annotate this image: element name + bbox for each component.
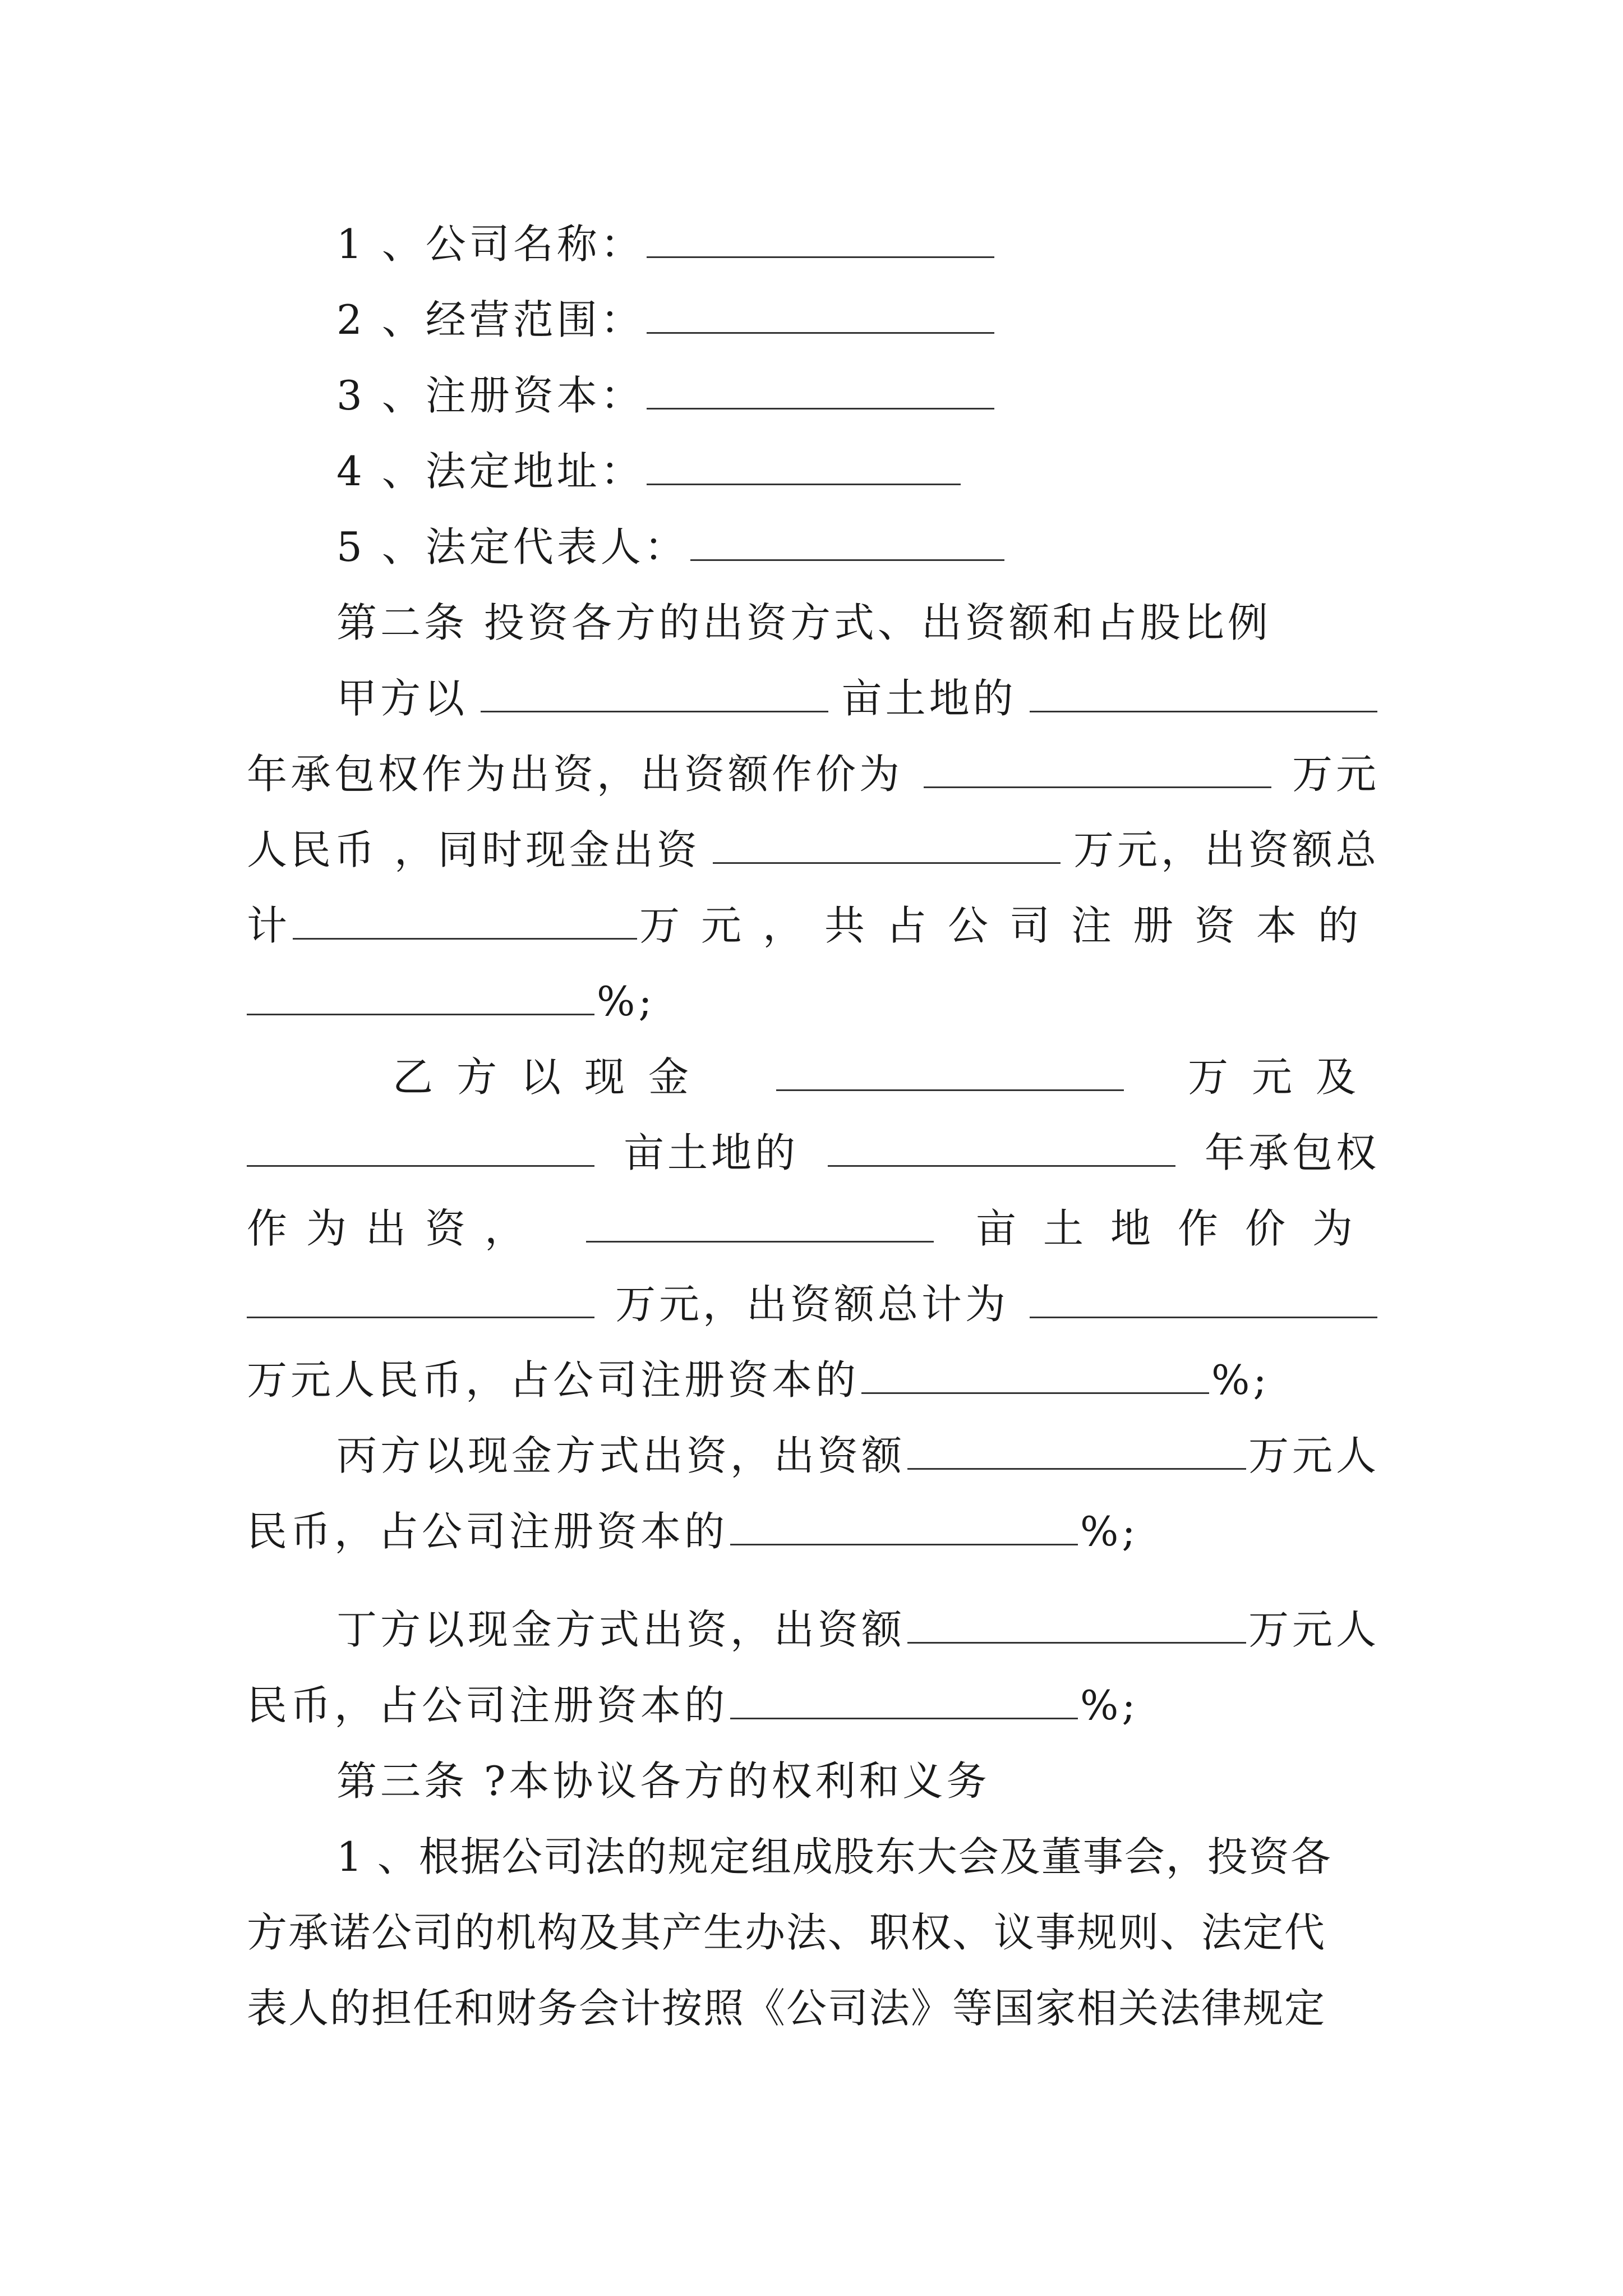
party-a-line-4 [247,895,1380,956]
party-c-text-3: 民币，占公司注册资本的 [247,1508,728,1555]
party-b-text-5: 作为出资， [247,1205,545,1252]
article-3-text-2: 方承诺公司的机构及其产生办法、职权、议事规则、法定代 [247,1909,1326,1956]
party-d-text-3: 民币，占公司注册资本的 [247,1682,728,1729]
party-c-text-1: 丙方以现金方式出资，出资额 [336,1432,906,1479]
party-a-cash-blank[interactable] [713,823,1061,864]
article-3-title-text: 第三条 ?本协议各方的权利和义务 [336,1757,990,1805]
registered-capital-blank[interactable] [647,369,994,409]
party-a-line-2 [247,743,1380,805]
party-b-total-blank[interactable] [1030,1277,1377,1318]
party-b-text-3: 亩土地的 [623,1129,799,1176]
party-c-line-2 [247,1501,1380,1562]
party-b-text-8: 万元人民币，占公司注册资本的 [247,1356,860,1404]
article-2-title-text: 第二条 投资各方的出资方式、出资额和占股比例 [336,599,1271,646]
party-a-years-blank[interactable] [1030,671,1377,712]
party-c-text-4: %; [1080,1508,1139,1555]
party-b-text-1: 乙方以现金 [393,1053,713,1101]
party-a-line-5 [247,970,1380,1032]
legal-representative-blank[interactable] [690,520,1004,561]
party-a-line-3 [247,819,1380,881]
business-scope-line [336,289,1380,351]
legal-address-blank[interactable] [647,444,961,485]
party-c-amount-blank[interactable] [907,1429,1246,1470]
party-d-text-2: 万元人 [1248,1606,1380,1653]
company-name-line [336,213,1380,275]
party-b-line-3 [247,1198,1380,1259]
party-d-text-1: 丁方以现金方式出资，出资额 [336,1606,906,1653]
party-a-text-1: 甲方以 [336,675,468,722]
legal-address-label: 4 、法定地址： [336,448,644,495]
article-3-text-3: 表人的担任和财务会计按照《公司法》等国家相关法律规定 [247,1985,1326,2032]
party-a-percent-blank[interactable] [247,974,594,1015]
company-name-label: 1 、公司名称： [336,220,644,268]
party-d-amount-blank[interactable] [907,1603,1246,1644]
business-scope-blank[interactable] [647,293,994,334]
registered-capital-line [336,365,1380,426]
party-c-line-1 [336,1425,1380,1487]
party-a-text-4: 万元 [1292,751,1380,798]
party-d-line-1 [336,1599,1380,1660]
party-a-text-7: 计 [247,902,291,949]
party-a-line-1 [336,668,1380,729]
party-b-line-2 [247,1122,1380,1184]
party-c-percent-blank[interactable] [730,1504,1078,1545]
article-3-title [336,1750,1380,1812]
party-a-text-9: %; [597,978,656,1025]
party-b-text-7: 万元，出资额总计为 [615,1281,1009,1328]
party-b-text-4: 年承包权 [1204,1129,1380,1176]
party-b-text-6: 亩土地作价为 [975,1205,1380,1252]
article-3-text-1: 1 、根据公司法的规定组成股东大会及董事会，投资各 [336,1833,1332,1880]
party-b-text-2: 万元及 [1187,1053,1380,1101]
party-b-land-area-blank[interactable] [247,1126,594,1167]
article-3-para-line-3 [247,1977,1380,2039]
party-b-text-9: %; [1211,1356,1270,1404]
party-a-total-blank[interactable] [293,899,637,940]
registered-capital-label: 3 、注册资本： [336,372,644,419]
party-b-land-blank[interactable] [586,1202,934,1243]
party-d-percent-blank[interactable] [730,1678,1078,1719]
party-b-land-value-blank[interactable] [247,1277,594,1318]
legal-representative-label: 5 、法定代表人： [336,523,688,570]
party-a-land-area-blank[interactable] [481,671,828,712]
article-3-para-line-1 [336,1826,1380,1888]
party-b-percent-blank[interactable] [861,1353,1209,1394]
article-2-title [336,592,1380,654]
party-b-years-blank[interactable] [828,1126,1175,1167]
business-scope-label: 2 、经营范围： [336,296,644,343]
party-a-text-6: 万元，出资额总 [1073,826,1380,873]
party-a-text-8: 万元，共占公司注册资本的 [639,902,1380,949]
party-a-text-3: 年承包权作为出资，出资额作价为 [247,751,903,798]
party-b-line-1 [393,1046,1380,1108]
party-d-text-4: %; [1080,1682,1139,1729]
party-b-cash-blank[interactable] [776,1050,1124,1091]
party-c-text-2: 万元人 [1248,1432,1380,1479]
party-b-line-4 [247,1273,1380,1335]
party-a-land-value-blank[interactable] [924,747,1271,788]
article-3-para-line-2 [247,1902,1380,1963]
legal-representative-line [336,516,1380,578]
party-a-text-5: 人民币 ，同时现金出资 [247,826,700,873]
company-name-blank[interactable] [647,217,994,258]
party-a-text-2: 亩土地的 [841,675,1017,722]
party-d-line-2 [247,1674,1380,1736]
party-b-line-5 [247,1349,1380,1411]
legal-address-line [336,440,1380,502]
